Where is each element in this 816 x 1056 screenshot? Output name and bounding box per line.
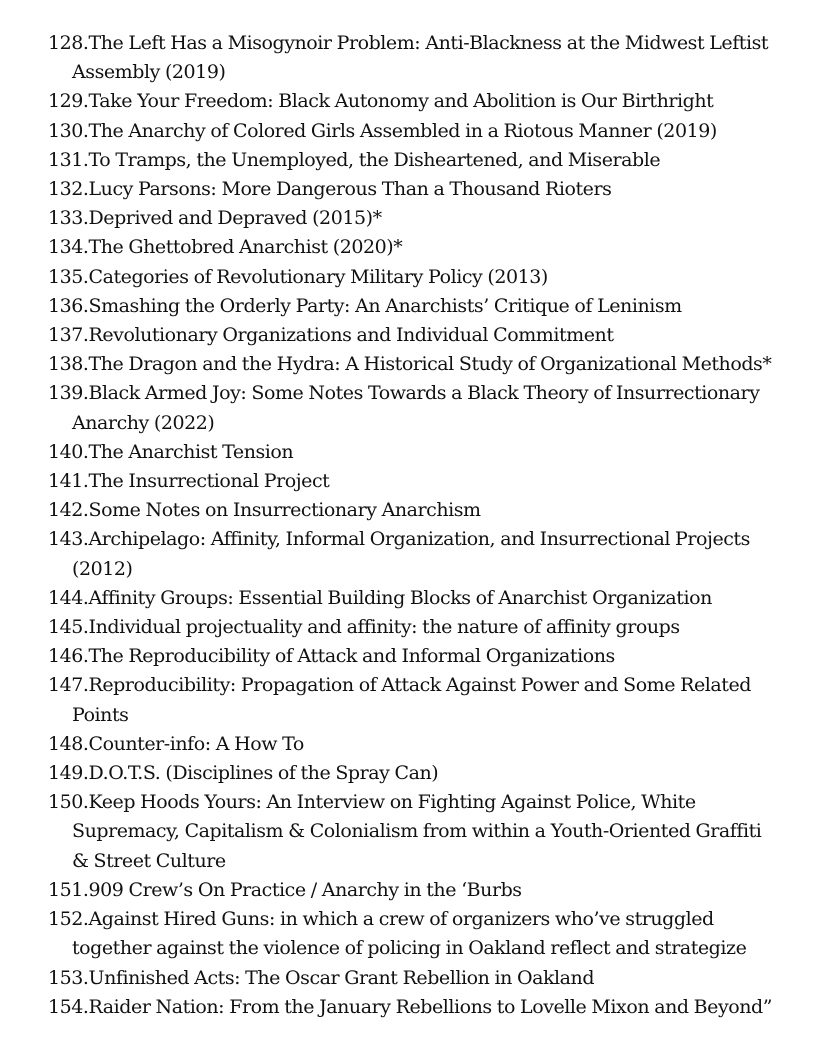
item-title: The Reproducibility of Attack and Informal Organizations <box>88 645 615 668</box>
item-title: Raider Nation: From the January Rebellions to Lovelle Mixon and Beyond” <box>88 995 772 1018</box>
list-item <box>48 993 773 1022</box>
item-title: Black Armed Joy: Some Notes Towards a Black Theory of Insurrectionary Anarchy (2022) <box>72 382 760 434</box>
item-number: 130. <box>48 119 89 142</box>
item-number: 140. <box>48 440 89 463</box>
item-title: Take Your Freedom: Black Autonomy and Abolition is Our Birthright <box>88 90 714 113</box>
item-number: 147. <box>48 674 89 697</box>
list-item <box>48 671 773 729</box>
item-number: 128. <box>48 32 89 54</box>
item-title: Reproducibility: Propagation of Attack Against Power and Some Related Points <box>72 674 751 726</box>
item-number: 133. <box>48 207 89 230</box>
item-title: To Tramps, the Unemployed, the Disheartened, and Miserable <box>88 148 661 171</box>
item-title: Individual projectuality and affinity: the nature of affinity groups <box>88 616 680 639</box>
list-item <box>48 525 773 583</box>
item-number: 134. <box>48 236 89 259</box>
item-number: 148. <box>48 732 89 755</box>
item-number: 154. <box>48 995 89 1018</box>
list-item <box>48 204 773 233</box>
list-item <box>48 613 773 642</box>
item-title: Keep Hoods Yours: An Interview on Fighting Against Police, White Supremacy, Capitalism & Colonialism from within a Youth-Oriented Graffiti & Street Culture <box>72 791 762 872</box>
item-number: 131. <box>48 148 89 171</box>
list-item <box>48 788 773 876</box>
item-number: 136. <box>48 294 89 317</box>
item-number: 129. <box>48 90 89 113</box>
item-number: 138. <box>48 353 89 376</box>
item-title: Counter-info: A How To <box>88 732 304 755</box>
item-title: Affinity Groups: Essential Building Blocks of Anarchist Organization <box>88 586 712 609</box>
list-item <box>48 263 773 292</box>
list-item <box>48 730 773 759</box>
item-number: 143. <box>48 528 89 551</box>
item-title: Unfinished Acts: The Oscar Grant Rebellion in Oakland <box>88 966 595 989</box>
item-number: 151. <box>48 878 89 901</box>
item-title: The Left Has a Misogynoir Problem: Anti-Blackness at the Midwest Leftist Assembly (2019) <box>72 32 769 84</box>
item-title: Against Hired Guns: in which a crew of organizers who’ve struggled together against the violence of policing in Oakland reflect and strategize <box>72 908 747 960</box>
list-item <box>48 584 773 613</box>
item-number: 137. <box>48 324 89 347</box>
list-item <box>48 438 773 467</box>
list-item <box>48 87 773 116</box>
item-title: The Ghettobred Anarchist (2020)* <box>88 236 403 259</box>
list-item <box>48 876 773 905</box>
list-item <box>48 642 773 671</box>
item-number: 141. <box>48 470 89 493</box>
item-number: 150. <box>48 791 89 814</box>
list-item <box>48 964 773 993</box>
item-title: D.O.T.S. (Disciplines of the Spray Can) <box>88 762 439 785</box>
item-number: 149. <box>48 762 89 785</box>
item-title: The Anarchist Tension <box>88 440 294 463</box>
list-item <box>48 496 773 525</box>
item-number: 145. <box>48 616 89 639</box>
item-title: Lucy Parsons: More Dangerous Than a Thousand Rioters <box>88 178 612 201</box>
item-number: 139. <box>48 382 89 405</box>
item-title: Revolutionary Organizations and Individual Commitment <box>88 324 614 347</box>
item-number: 144. <box>48 586 89 609</box>
item-title: The Anarchy of Colored Girls Assembled in a Riotous Manner (2019) <box>88 119 717 142</box>
list-item <box>48 321 773 350</box>
reading-list <box>48 29 773 1022</box>
item-title: The Dragon and the Hydra: A Historical Study of Organizational Methods* <box>88 353 772 376</box>
list-item <box>48 29 773 87</box>
list-item <box>48 117 773 146</box>
list-item <box>48 759 773 788</box>
item-number: 152. <box>48 908 89 931</box>
item-number: 135. <box>48 265 89 288</box>
item-title: Archipelago: Affinity, Informal Organization, and Insurrectional Projects (2012) <box>72 528 750 580</box>
list-item <box>48 146 773 175</box>
list-item <box>48 379 773 437</box>
item-title: Categories of Revolutionary Military Policy (2013) <box>88 265 548 288</box>
item-number: 153. <box>48 966 89 989</box>
list-item <box>48 905 773 963</box>
item-title: Some Notes on Insurrectionary Anarchism <box>88 499 481 522</box>
item-number: 142. <box>48 499 89 522</box>
list-item <box>48 467 773 496</box>
item-title: Smashing the Orderly Party: An Anarchists’ Critique of Leninism <box>88 294 682 317</box>
item-title: The Insurrectional Project <box>88 470 330 493</box>
item-number: 146. <box>48 645 89 668</box>
item-number: 132. <box>48 178 89 201</box>
item-title: 909 Crew’s On Practice / Anarchy in the ‘Burbs <box>88 878 522 901</box>
list-item <box>48 292 773 321</box>
item-title: Deprived and Depraved (2015)* <box>88 207 382 230</box>
list-item <box>48 175 773 204</box>
list-item <box>48 233 773 262</box>
list-item <box>48 350 773 379</box>
